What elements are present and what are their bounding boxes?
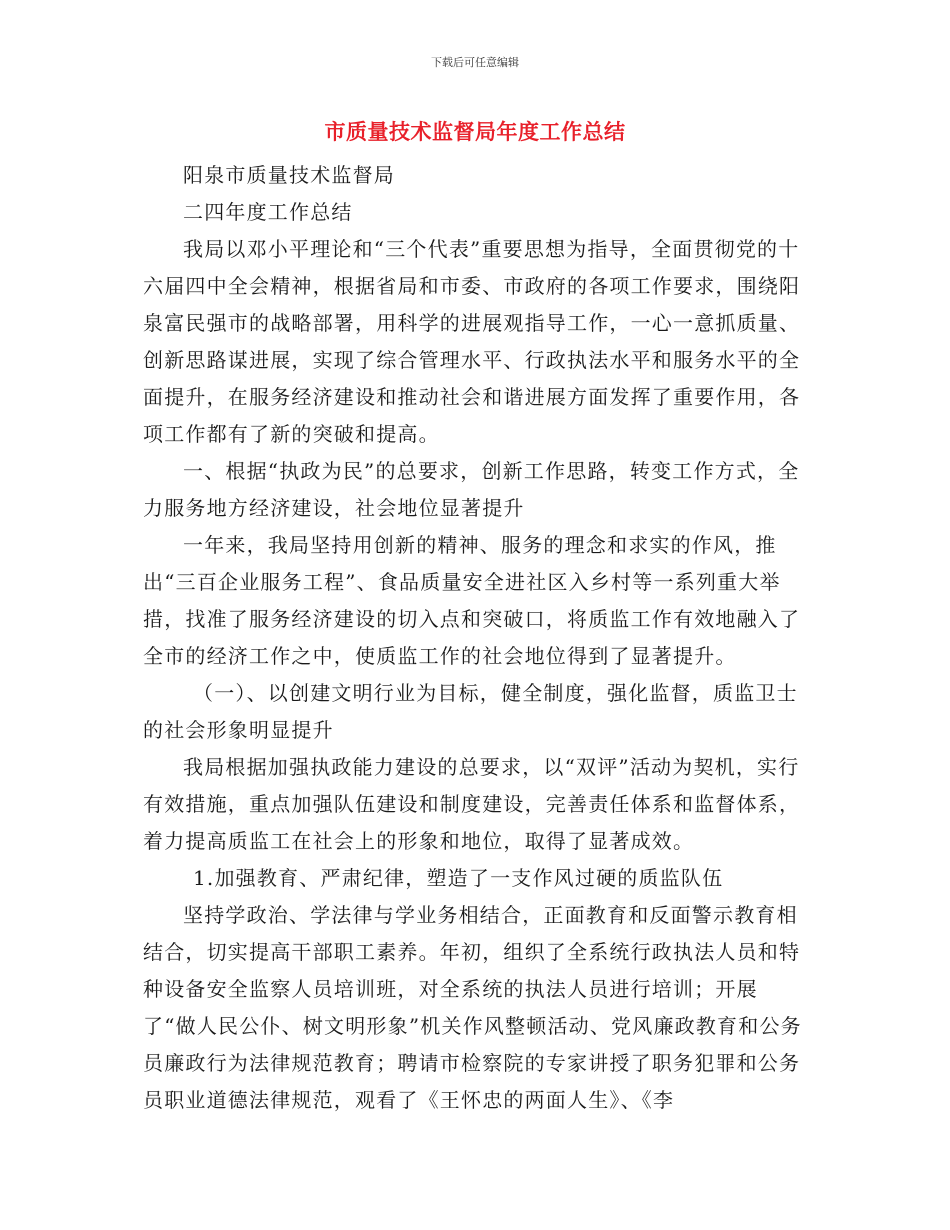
paragraph-subsection-1-body: 我局根据加强执政能力建设的总要求，以“双评”活动为契机，实行有效措施，重点加强队伍建设和制度建设，完善责任体系和监督体系，着力提高质监工在社会上的形象和地位，取得了显著成效。 [143,755,801,853]
paragraph-section-1-heading: 一、根据“执政为民”的总要求，创新工作思路，转变工作方式，全力服务地方经济建设，社会地位显著提升 [143,459,800,520]
paragraph-subsection-1-heading: （一）、以创建文明行业为目标，健全制度，强化监督，质监卫士的社会形象明显提升 [143,681,798,742]
paragraph-org-name: 阳泉市质量技术监督局 [183,163,395,187]
paragraph-item-1-heading: 1.加强教育、严肃纪律，塑造了一支作风过硬的质监队伍 [193,866,724,890]
page-header-note: 下载后可任意编辑 [431,56,519,69]
paragraph-section-1-body: 一年来，我局坚持用创新的精神、服务的理念和求实的作风，推出“三百企业服务工程”、食品质量安全进社区入乡村等一系列重大举措，找准了服务经济建设的切入点和突破口，将质监工作有效地融入了全市的经济工作之中，使质监工作的社会地位得到了显著提升。 [143,533,801,668]
document-title: 市质量技术监督局年度工作总结 [324,119,626,144]
paragraph-item-1-body: 坚持学政治、学法律与学业务相结合，正面教育和反面警示教育相结合，切实提高干部职工素养。年初，组织了全系统行政执法人员和特种设备安全监察人员培训班，对全系统的执法人员进行培训；开展了“做人民公仆、树文明形象”机关作风整顿活动、党风廉政教育和公务员廉政行为法律规范教育；聘请市检察院的专家讲授了职务犯罪和公务员职业道德法律规范，观看了《王怀忠的两面人生》、《李 [143,903,802,1112]
document-body [143,157,803,1119]
paragraph-intro: 我局以邓小平理论和“三个代表”重要思想为指导，全面贯彻党的十六届四中全会精神，根据省局和市委、市政府的各项工作要求，围绕阳泉富民强市的战略部署，用科学的进展观指导工作，一心一意抓质量、创新思路谋进展，实现了综合管理水平、行政执法水平和服务水平的全面提升，在服务经济建设和推动社会和谐进展方面发挥了重要作用，各项工作都有了新的突破和提高。 [143,237,801,446]
paragraph-subtitle: 二四年度工作总结 [183,200,353,224]
